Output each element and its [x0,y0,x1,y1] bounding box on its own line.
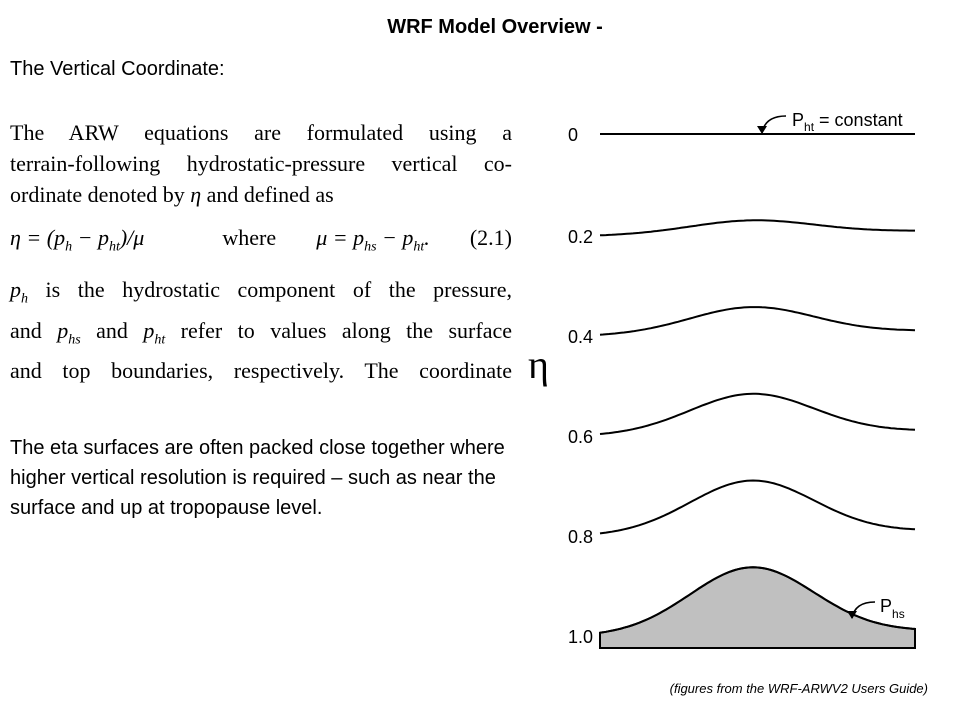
eta-level-label: 1.0 [568,627,594,647]
where-word: where [222,225,277,250]
top-pressure-annotation [757,110,903,134]
p-hs-label: $P_{hs}$ [880,596,905,621]
eta-level-label: 0.8 [568,527,594,547]
eta-level-label: 0.2 [568,227,594,247]
eta-axis-symbol: η [528,342,549,387]
eta-level-curve [600,307,915,335]
slide-subtitle: The Vertical Coordinate: [10,58,225,80]
slide-title: WRF Model Overview - [387,16,603,38]
eta-level-curve [600,481,915,534]
excerpt-line-1: The ARW equations are formulated using a [10,120,512,145]
excerpt-line-2: terrain-following hydrostatic-pressure vertical co- [10,151,512,176]
excerpt-line-3: ordinate denoted by η and defined as [10,182,334,207]
eta-levels [568,125,915,648]
eta-equation: $\eta = (p_h - p_{ht})/\mu$ [10,225,145,255]
definition-line-1: $p_h$ is the hydrostatic component of the pressure, [10,277,512,307]
definition-line-2: and $p_{hs}$ and $p_{ht}$ refer to values along the surface [10,317,513,348]
eta-level-label: 0 [568,125,579,145]
eta-level-label: 0.4 [568,327,594,347]
figure-caption: (figures from the WRF-ARWV2 Users Guide) [669,681,928,696]
eta-level-label: 0.6 [568,427,594,447]
eta-level-curve [600,220,915,235]
equation-number: (2.1) [469,225,512,250]
terrain-surface [600,567,915,648]
body-paragraph: The eta surfaces are often packed close together where higher vertical resolution is required – such as near the surface and up at tropopause level. [10,437,505,519]
p-ht-label: $P_{ht}$ = constant [792,110,903,134]
mu-definition: $\mu = p_{hs} - p_{ht}$. [316,225,430,255]
definition-line-3: and top boundaries, respectively. The coordinate [10,358,512,384]
eta-level-curve [600,394,915,434]
